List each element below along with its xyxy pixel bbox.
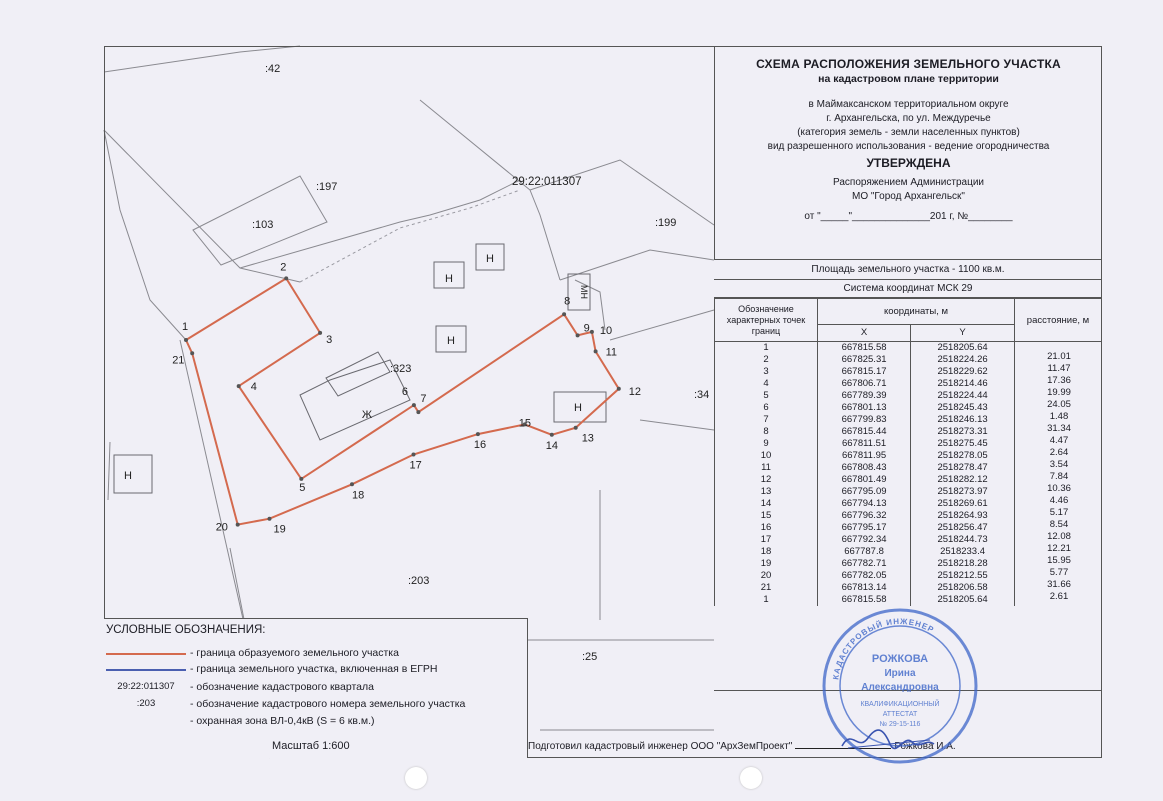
distance-value: 5.17	[1049, 507, 1069, 518]
distance-value: 17.36	[1047, 375, 1071, 386]
distance-column	[1016, 351, 1102, 603]
point-number-cell: 16	[715, 522, 818, 534]
vertex-label: 2	[280, 261, 287, 274]
col-point-header: Обозначение характерных точек границ	[715, 299, 818, 342]
parcel-label-199: :199	[655, 217, 677, 229]
legend-item-egrn	[104, 661, 528, 677]
coord-system-row: Система координат МСК 29	[714, 280, 1102, 298]
permitted-use: вид разрешенного использования - ведение огородничества	[767, 141, 1050, 152]
point-number-cell: 1	[715, 342, 818, 355]
y-coord-cell: 2518233.4	[911, 546, 1015, 558]
legend	[104, 618, 528, 758]
y-coord-cell: 2518206.58	[911, 582, 1015, 594]
distance-value: 31.66	[1047, 579, 1071, 590]
distance-value: 2.64	[1049, 447, 1069, 458]
y-coord-cell: 2518205.64	[911, 594, 1015, 606]
x-coord-cell: 667795.09	[818, 486, 911, 498]
col-y-header: Y	[911, 324, 1015, 341]
col-coords-header: координаты, м	[818, 299, 1015, 325]
vertex-label: 17	[409, 459, 422, 472]
engineer-signature	[838, 724, 938, 754]
point-number-cell: 15	[715, 510, 818, 522]
x-coord-cell: 667782.05	[818, 570, 911, 582]
y-coord-cell: 2518264.93	[911, 510, 1015, 522]
point-number-cell: 13	[715, 486, 818, 498]
approved-label: УТВЕРЖДЕНА	[866, 156, 951, 170]
x-coord-cell: 667811.51	[818, 438, 911, 450]
y-coord-cell: 2518269.61	[911, 498, 1015, 510]
y-coord-cell: 2518275.45	[911, 438, 1015, 450]
distance-value: 3.54	[1049, 459, 1069, 470]
vertex-label: 18	[352, 489, 365, 502]
point-number-cell: 19	[715, 558, 818, 570]
prepared-by-text: Подготовил кадастровый инженер ООО "АрхЗемПроект"	[528, 741, 793, 752]
vertex-label: 11	[605, 346, 618, 359]
y-coord-cell: 2518218.28	[911, 558, 1015, 570]
parcel-label-34: :34	[694, 389, 710, 401]
point-number-cell: 18	[715, 546, 818, 558]
y-coord-cell: 2518278.05	[911, 450, 1015, 462]
area-row: Площадь земельного участка - 1100 кв.м.	[714, 260, 1102, 280]
parcel-label-42: :42	[265, 63, 281, 75]
distance-value: 1.48	[1049, 411, 1069, 422]
distance-value: 15.95	[1047, 555, 1071, 566]
x-coord-cell: 667815.58	[818, 342, 911, 355]
distance-value: 7.84	[1049, 471, 1069, 482]
legend-symbol-quarter: 29:22:011307	[117, 681, 175, 692]
x-coord-cell: 667813.14	[818, 582, 911, 594]
map-scale: Масштаб 1:600	[272, 740, 350, 752]
col-x-header: X	[818, 324, 911, 341]
svg-text:№ 29-15-116: № 29-15-116	[879, 721, 921, 728]
legend-item-power-zone	[104, 713, 528, 729]
parcel-label-323: :323	[390, 363, 412, 375]
y-coord-cell: 2518278.47	[911, 462, 1015, 474]
x-coord-cell: 667811.95	[818, 450, 911, 462]
building-mn-label: МН	[579, 285, 589, 299]
y-coord-cell: 2518273.31	[911, 426, 1015, 438]
building-n-1-label: Н	[445, 273, 453, 285]
x-coord-cell: 667806.71	[818, 378, 911, 390]
point-number-cell: 10	[715, 450, 818, 462]
parcel-label-197: :197	[316, 181, 338, 193]
vertex-label: 5	[299, 481, 306, 494]
vertex-label: 9	[583, 322, 590, 335]
y-coord-cell: 2518256.47	[911, 522, 1015, 534]
vertex-label: 3	[326, 333, 333, 346]
vertex-label: 10	[599, 324, 613, 337]
distance-value: 4.46	[1049, 495, 1069, 506]
vertex-label: 6	[401, 386, 409, 399]
point-number-cell: 1	[715, 594, 818, 606]
distance-value: 12.21	[1047, 543, 1071, 554]
legend-symbol-parcel: :203	[136, 698, 156, 709]
y-coord-cell: 2518224.26	[911, 354, 1015, 366]
x-coord-cell: 667815.58	[818, 594, 911, 606]
x-coord-cell: 667789.39	[818, 390, 911, 402]
y-coord-cell: 2518246.13	[911, 414, 1015, 426]
y-coord-cell: 2518273.97	[911, 486, 1015, 498]
quarter-label: 29:22:011307	[512, 176, 582, 188]
point-number-cell: 6	[715, 402, 818, 414]
land-category: (категория земель - земли населенных пунктов)	[797, 127, 1020, 138]
document-title: СХЕМА РАСПОЛОЖЕНИЯ ЗЕМЕЛЬНОГО УЧАСТКА	[756, 57, 1061, 71]
building-n-3-label: Н	[447, 335, 455, 347]
building-zh-label: Ж	[361, 409, 373, 421]
document-subtitle: на кадастровом плане территории	[818, 73, 999, 85]
x-coord-cell: 667815.44	[818, 426, 911, 438]
legend-text: - граница образуемого земельного участка	[190, 647, 399, 659]
y-coord-cell: 2518244.73	[911, 534, 1015, 546]
point-number-cell: 20	[715, 570, 818, 582]
x-coord-cell: 667815.17	[818, 366, 911, 378]
legend-item-quarter	[104, 679, 528, 695]
y-coord-cell: 2518212.55	[911, 570, 1015, 582]
legend-text: - обозначение кадастрового номера земельного участка	[190, 698, 466, 710]
vertex-label: 12	[628, 385, 642, 398]
svg-text:АТТЕСТАТ: АТТЕСТАТ	[882, 711, 918, 718]
legend-text: - обозначение кадастрового квартала	[190, 681, 374, 693]
svg-text:КАДАСТРОВЫЙ ИНЖЕНЕР: КАДАСТРОВЫЙ ИНЖЕНЕР	[831, 616, 936, 681]
distance-value: 21.01	[1047, 351, 1071, 362]
order-line-2: МО "Город Архангельск"	[852, 191, 965, 202]
x-coord-cell: 667795.17	[818, 522, 911, 534]
vertex-label: 15	[518, 417, 532, 430]
order-line-1: Распоряжением Администрации	[833, 177, 984, 188]
vertex-label: 4	[250, 381, 257, 394]
vertex-label: 1	[182, 321, 189, 333]
legend-symbol-boundary	[106, 653, 186, 655]
point-number-cell: 14	[715, 498, 818, 510]
vertex-label: 20	[215, 521, 228, 534]
point-number-cell: 3	[715, 366, 818, 378]
distance-value: 8.54	[1049, 519, 1069, 530]
distance-value: 19.99	[1047, 387, 1071, 398]
engineer-name: Рожкова И.А.	[894, 741, 956, 752]
location-line-1: в Маймаксанском территориальном округе	[808, 99, 1009, 110]
distance-value: 31.34	[1047, 423, 1071, 434]
x-coord-cell: 667787.8	[818, 546, 911, 558]
point-number-cell: 4	[715, 378, 818, 390]
y-coord-cell: 2518205.64	[911, 342, 1015, 355]
legend-title: УСЛОВНЫЕ ОБОЗНАЧЕНИЯ:	[106, 624, 266, 636]
distance-value: 2.61	[1049, 591, 1069, 602]
title-block	[714, 46, 1102, 260]
legend-item-boundary	[104, 645, 528, 661]
x-coord-cell: 667825.31	[818, 354, 911, 366]
point-number-cell: 17	[715, 534, 818, 546]
y-coord-cell: 2518214.46	[911, 378, 1015, 390]
x-coord-cell: 667801.49	[818, 474, 911, 486]
legend-text: - охранная зона ВЛ-0,4кВ (S = 6 кв.м.)	[190, 715, 375, 727]
vertex-label: 8	[564, 295, 571, 308]
x-coord-cell: 667796.32	[818, 510, 911, 522]
building-n-5-label: Н	[574, 402, 582, 414]
distance-value: 4.47	[1049, 435, 1069, 446]
x-coord-cell: 667801.13	[818, 402, 911, 414]
punch-hole-left	[405, 767, 427, 789]
legend-text: - граница земельного участка, включенная в ЕГРН	[190, 663, 438, 675]
punch-hole-right	[740, 767, 762, 789]
point-number-cell: 7	[715, 414, 818, 426]
building-n-2-label: Н	[486, 253, 494, 265]
svg-text:РОЖКОВА: РОЖКОВА	[871, 653, 929, 665]
x-coord-cell: 667782.71	[818, 558, 911, 570]
x-coord-cell: 667794.13	[818, 498, 911, 510]
point-number-cell: 2	[715, 354, 818, 366]
y-coord-cell: 2518282.12	[911, 474, 1015, 486]
vertex-label: 7	[420, 393, 427, 406]
point-number-cell: 8	[715, 426, 818, 438]
svg-text:КВАЛИФИКАЦИОННЫЙ: КВАЛИФИКАЦИОННЫЙ	[860, 701, 940, 708]
svg-text:Александровна: Александровна	[861, 682, 939, 693]
parcel-label-203: :203	[408, 575, 430, 587]
distance-value: 12.08	[1047, 531, 1071, 542]
vertex-label: 21	[172, 354, 185, 367]
building-n-4-label: Н	[124, 470, 132, 482]
point-number-cell: 9	[715, 438, 818, 450]
y-coord-cell: 2518224.44	[911, 390, 1015, 402]
point-number-cell: 12	[715, 474, 818, 486]
x-coord-cell: 667799.83	[818, 414, 911, 426]
legend-item-parcel-number	[104, 696, 528, 712]
parcel-label-25: :25	[582, 651, 598, 663]
vertex-label: 16	[473, 439, 487, 452]
point-number-cell: 21	[715, 582, 818, 594]
parcel-label-103: :103	[252, 219, 274, 231]
location-line-2: г. Архангельска, по ул. Междуречье	[826, 113, 991, 124]
vertex-label: 14	[545, 439, 559, 452]
vertex-label: 13	[581, 432, 594, 445]
y-coord-cell: 2518245.43	[911, 402, 1015, 414]
point-number-cell: 5	[715, 390, 818, 402]
x-coord-cell: 667808.43	[818, 462, 911, 474]
order-date-line: от "_____"______________201 г, №________	[804, 211, 1013, 222]
col-dist-header: расстояние, м	[1015, 299, 1102, 342]
distance-value: 10.36	[1047, 483, 1071, 494]
distance-value: 24.05	[1047, 399, 1071, 410]
y-coord-cell: 2518229.62	[911, 366, 1015, 378]
x-coord-cell: 667792.34	[818, 534, 911, 546]
distance-value: 5.77	[1049, 567, 1069, 578]
vertex-label: 19	[273, 523, 286, 536]
legend-symbol-egrn	[106, 669, 186, 671]
point-number-cell: 11	[715, 462, 818, 474]
distance-value: 11.47	[1047, 363, 1071, 374]
svg-text:Ирина: Ирина	[884, 668, 916, 679]
